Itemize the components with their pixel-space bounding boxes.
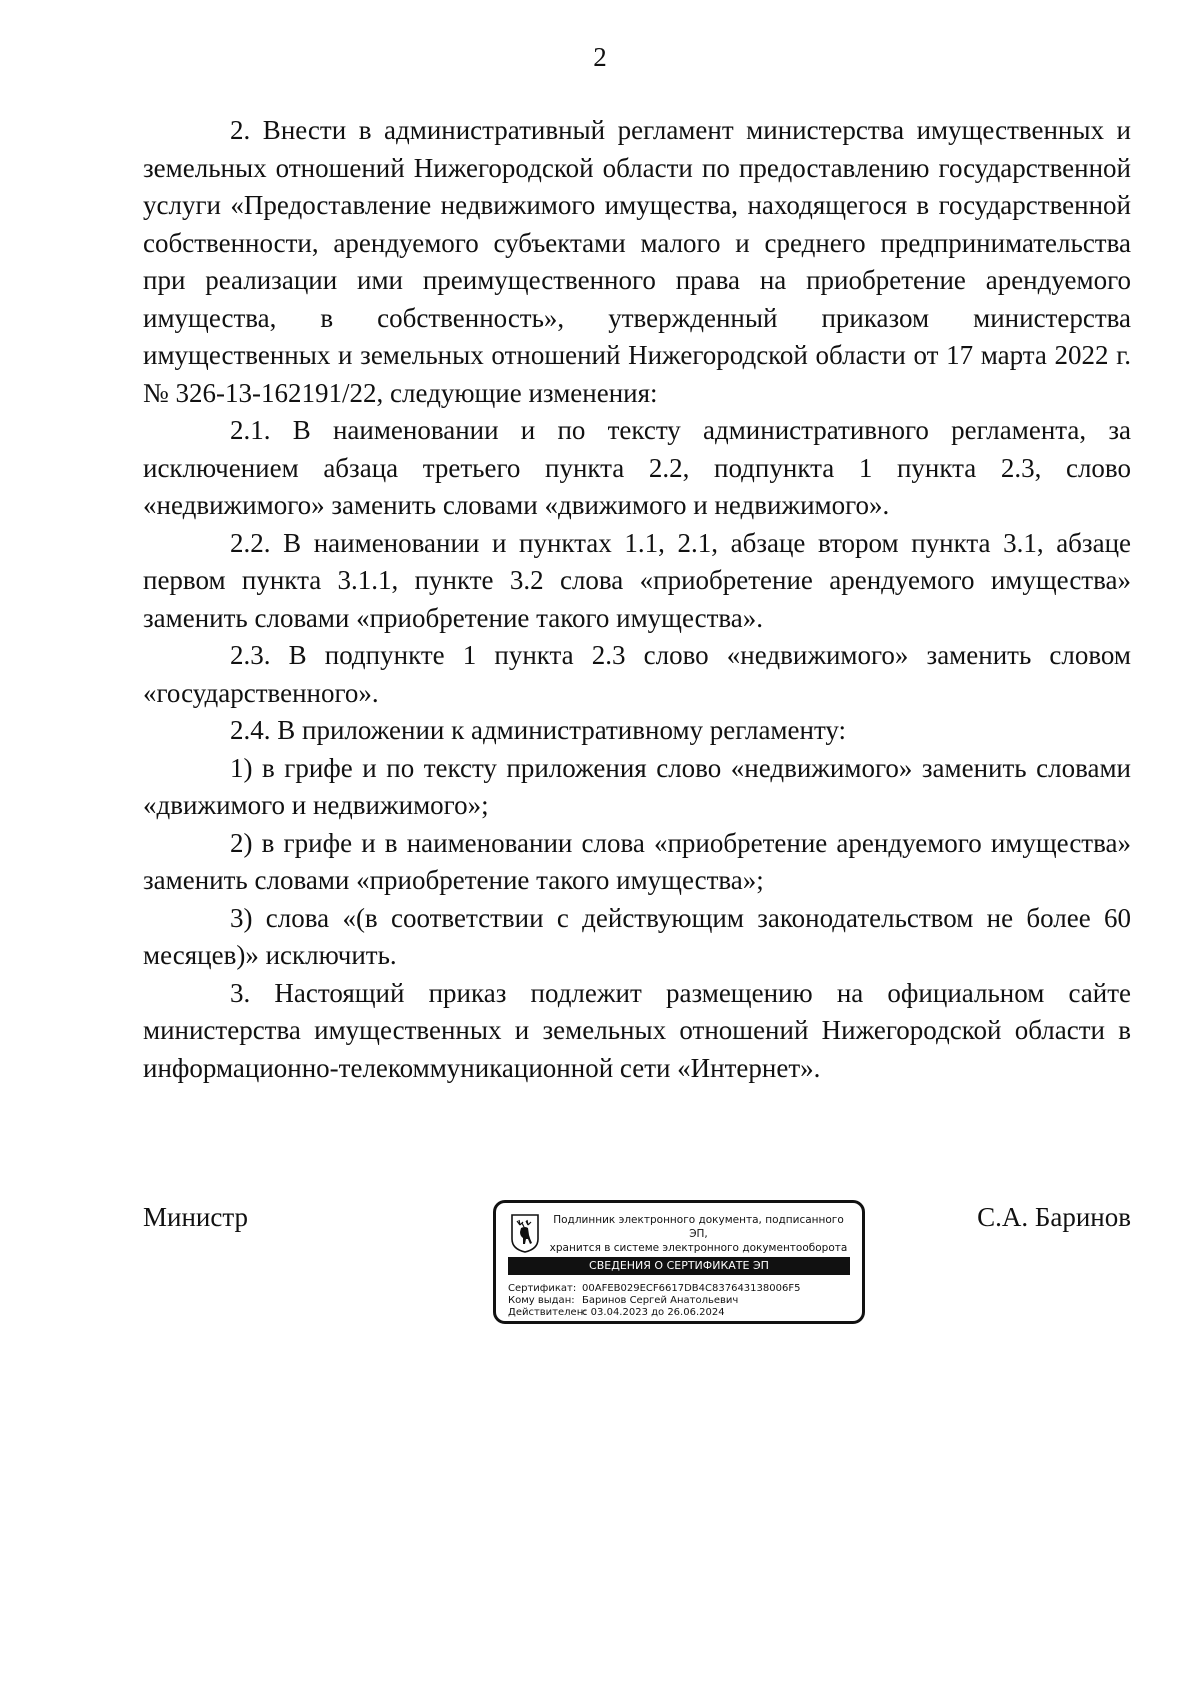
- stamp-certificate-details: [508, 1283, 853, 1319]
- page-number: 2: [593, 42, 607, 72]
- valid-label: Действителен:: [508, 1307, 587, 1318]
- document-body: [143, 112, 1131, 1087]
- signature-block: [143, 1200, 1131, 1360]
- stamp-line-1: Подлинник электронного документа, подписанного ЭП,: [553, 1214, 844, 1240]
- valid-row: [508, 1307, 853, 1319]
- paragraph-2-4-1: 1) в грифе и по тексту приложения слово «недвижимого» заменить словами «движимого и недвижимого»;: [143, 752, 1131, 820]
- signatory-title: Министр: [143, 1202, 248, 1232]
- paragraph-2-2: 2.2. В наименовании и пунктах 1.1, 2.1, абзаце втором пункта 3.1, абзаце первом пункта 3.1.1, пункте 3.2 слова «приобретение арендуемого имущества» заменить словами «приобретение такого имущества».: [143, 527, 1131, 633]
- paragraph-3: 3. Настоящий приказ подлежит размещению на официальном сайте министерства имущественных и земельных отношений Нижегородской области в информационно-телекоммуникационной сети «Интернет».: [143, 977, 1131, 1083]
- issued-to-label: Кому выдан:: [508, 1295, 575, 1306]
- signatory-name: С.А. Баринов: [977, 1202, 1131, 1232]
- paragraph-2-1: 2.1. В наименовании и по тексту административного регламента, за исключением абзаца третьего пункта 2.2, подпункта 1 пункта 2.3, слово «недвижимого» заменить словами «движимого и недвижимого».: [143, 415, 1131, 520]
- paragraph-2-4: 2.4. В приложении к административному регламенту:: [230, 715, 847, 745]
- deer-emblem-icon: [510, 1213, 540, 1253]
- certificate-label: Сертификат:: [508, 1283, 577, 1294]
- paragraph-2-3: 2.3. В подпункте 1 пункта 2.3 слово «недвижимого» заменить словом «государственного».: [143, 640, 1131, 708]
- stamp-certificate-header: СВЕДЕНИЯ О СЕРТИФИКАТЕ ЭП: [508, 1257, 850, 1275]
- valid-value: с 03.04.2023 до 26.06.2024: [582, 1307, 725, 1318]
- certificate-row: [508, 1283, 853, 1295]
- issued-to-row: [508, 1295, 853, 1307]
- issued-to-value: Баринов Сергей Анатольевич: [582, 1295, 739, 1306]
- paragraph-2-4-3: 3) слова «(в соответствии с действующим законодательством не более 60 месяцев)» исключить.: [143, 902, 1131, 970]
- stamp-line-2: хранится в системе электронного документооборота: [549, 1242, 848, 1254]
- electronic-signature-stamp: [493, 1200, 865, 1324]
- stamp-heading: [546, 1213, 851, 1255]
- paragraph-2: 2. Внести в административный регламент министерства имущественных и земельных отношений Нижегородской области по предоставлению государственной услуги «Предоставление недвижимого имущества, находящегося в государственной собственности, арендуемого субъектами малого и среднего предпринимательства при реализации ими преимущественного права на приобретение арендуемого имущества, в собственность», утвержденный приказом министерства имущественных и земельных отношений Нижегородской области от 17 марта 2022 г. № 326-13-162191/22, следующие изменения:: [143, 115, 1131, 408]
- certificate-value: 00AFEB029ECF6617DB4C837643138006F5: [582, 1283, 801, 1294]
- paragraph-2-4-2: 2) в грифе и в наименовании слова «приобретение арендуемого имущества» заменить словами «приобретение такого имущества»;: [143, 827, 1131, 895]
